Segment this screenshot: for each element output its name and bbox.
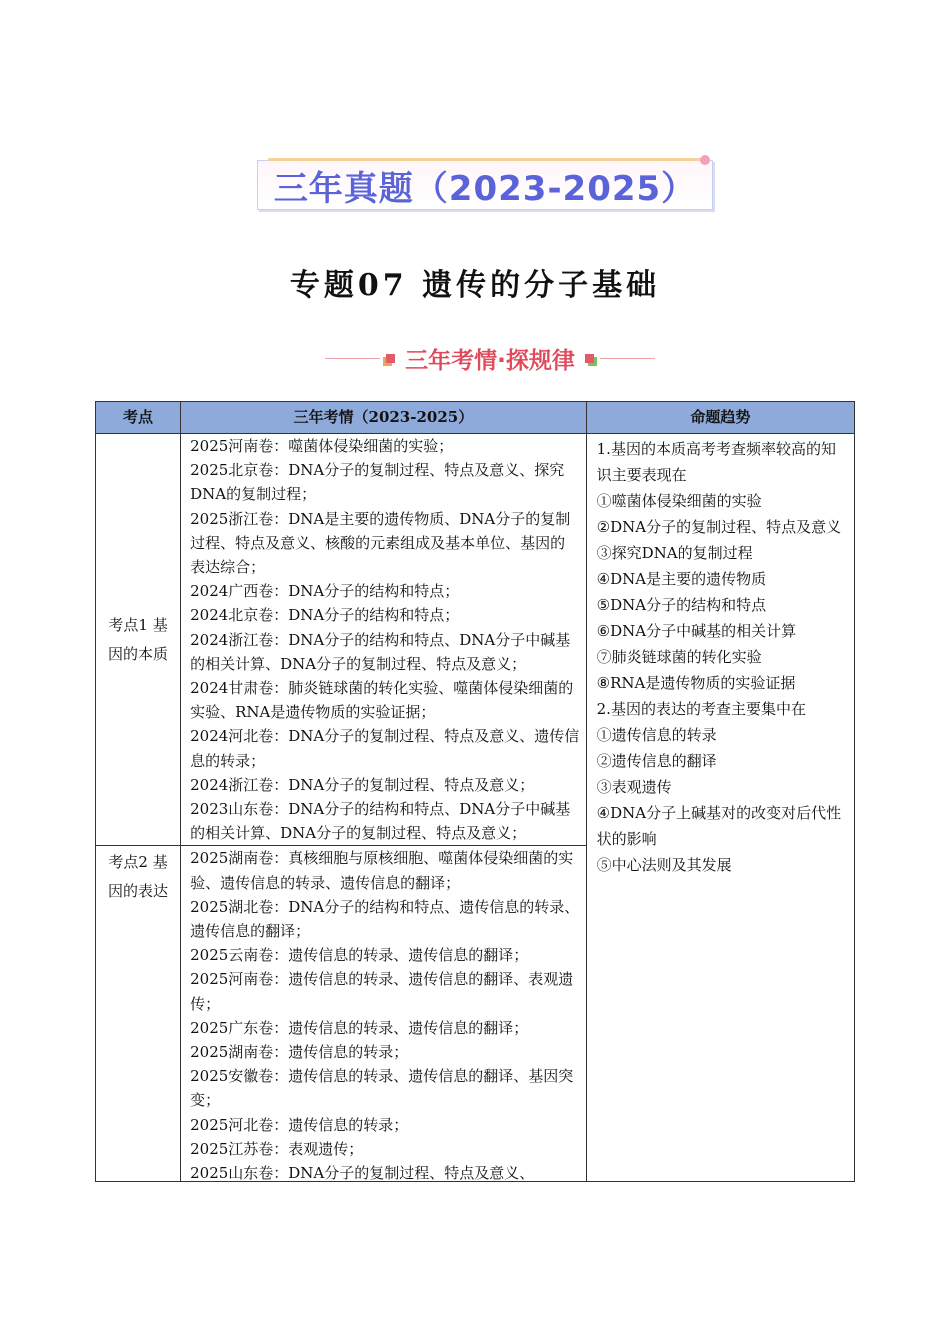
title-banner [257,160,713,210]
list-item: 2025河南卷：噬菌体侵染细菌的实验； [190,437,454,455]
list-item: 2024浙江卷：DNA分子的复制过程、特点及意义； [190,775,535,794]
trend-item: 2.基因的表达的考查主要集中在 [596,700,806,718]
trend-item: ⑦肺炎链球菌的转化实验 [596,648,762,666]
trend-item: ④DNA是主要的遗传物质 [596,570,767,588]
table-row [96,434,855,846]
trend-cell [586,434,854,1182]
section-header [325,340,655,376]
trend-item: ⑤DNA分子的结构和特点 [596,596,767,614]
trend-item: ⑧RNA是遗传物质的实验证据 [596,674,796,692]
list-item: 2025浙江卷：DNA是主要的遗传物质、DNA分子的复制过程、特点及意义、核酸的元素组成及基本单位、基因的表达综合； [190,509,571,577]
trend-item: ①噬菌体侵染细菌的实验 [596,492,762,510]
divider-line [600,358,655,359]
list-item: 2024河北卷：DNA分子的复制过程、特点及意义、遗传信息的转录； [190,727,580,770]
list-item: 2025河南卷：遗传信息的转录、遗传信息的翻译、表观遗传； [190,970,574,1013]
list-item: 2025山东卷：DNA分子的复制过程、特点及意义、 [190,1164,535,1182]
section-header-text: 三年考情·探规律 [405,347,575,374]
trend-item: ⑥DNA分子中碱基的相关计算 [596,622,797,640]
list-item: 2025湖南卷：遗传信息的转录； [190,1043,409,1062]
list-item: 2025广东卷：遗传信息的转录、遗传信息的翻译； [190,1018,529,1037]
trend-item: ③表观遗传 [596,778,672,796]
list-item: 2024广西卷：DNA分子的结构和特点； [190,582,460,601]
page-title: 专题07 遗传的分子基础 [289,268,661,303]
list-item: 2025河北卷：遗传信息的转录； [190,1115,409,1134]
list-item: 2025湖南卷：真核细胞与原核细胞、噬菌体侵染细菌的实验、遗传信息的转录、遗传信息的翻译； [190,849,574,892]
header-three-year: 三年考情（2023-2025） [181,402,587,434]
trend-item: ①遗传信息的转录 [596,726,717,744]
trend-item: ②遗传信息的翻译 [596,752,717,770]
exam-items-cell [181,846,587,1182]
list-item: 2025湖北卷：DNA分子的结构和特点、遗传信息的转录、遗传信息的翻译； [190,897,580,941]
square-ornament-icon [585,354,594,363]
list-item: 2025安徽卷：遗传信息的转录、遗传信息的翻译、基因突变； [190,1067,574,1110]
table-header-row [96,402,855,434]
list-item: 2024北京卷：DNA分子的结构和特点； [190,606,460,625]
kaodian-cell [96,846,181,1182]
kaodian-label: 考点2 基因的表达 [108,853,169,901]
square-ornament-icon [386,354,395,363]
trend-item: ②DNA分子的复制过程、特点及意义 [596,518,842,536]
banner-title: 三年真题（2023-2025） [273,168,697,209]
list-item: 2025北京卷：DNA分子的复制过程、特点及意义、探究DNA的复制过程； [190,461,565,504]
list-item: 2023山东卷：DNA分子的结构和特点、DNA分子中碱基的相关计算、DNA分子的复制过程、特点及意义； [190,800,571,843]
header-trend: 命题趋势 [586,402,854,434]
list-item: 2024甘肃卷：肺炎链球菌的转化实验、噬菌体侵染细菌的实验、RNA是遗传物质的实验证据； [190,679,574,722]
divider-line [325,358,380,359]
list-item: 2025江苏卷：表观遗传； [190,1139,364,1158]
kaodian-cell [96,434,181,846]
exam-analysis-table [95,401,855,1182]
trend-item: ④DNA分子上碱基对的改变对后代性状的影响 [596,804,842,848]
exam-items-cell [181,434,587,846]
list-item: 2025云南卷：遗传信息的转录、遗传信息的翻译； [190,946,529,965]
trend-item: ⑤中心法则及其发展 [596,856,732,874]
trend-list [587,434,854,878]
trend-item: 1.基因的本质高考考查频率较高的知识主要表现在 [596,440,836,484]
kaodian-label: 考点1 基因的本质 [108,615,169,663]
header-kaodian: 考点 [96,402,181,434]
list-item: 2024浙江卷：DNA分子的结构和特点、DNA分子中碱基的相关计算、DNA分子的复制过程、特点及意义； [190,630,571,673]
trend-item: ③探究DNA的复制过程 [596,544,753,562]
